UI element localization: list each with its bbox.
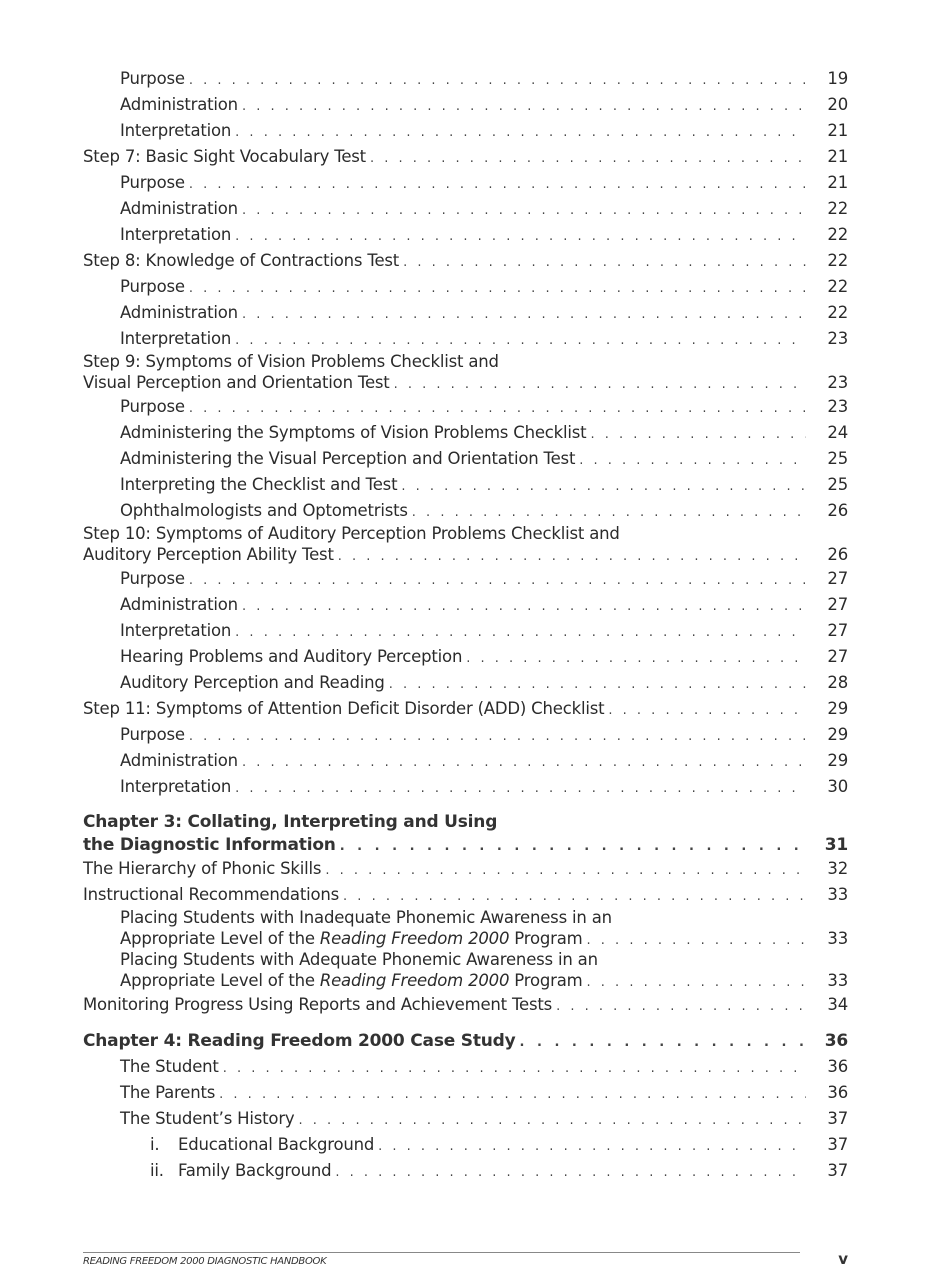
toc-entry	[150, 1158, 848, 1184]
dot-leader	[219, 1082, 806, 1108]
toc-entry-title-part: Appropriate Level of the	[120, 929, 320, 948]
toc-entry-title	[120, 1054, 223, 1080]
dot-leader	[189, 568, 806, 594]
toc-entry-title	[120, 472, 401, 498]
toc-entry-page: 22	[827, 225, 848, 244]
toc-entry-page: 31	[824, 835, 848, 855]
footer-title: READING FREEDOM 2000 DIAGNOSTIC HANDBOOK	[83, 1256, 327, 1267]
toc-entry	[120, 1080, 848, 1106]
toc-entry-page: 36	[824, 1031, 848, 1051]
toc-entry-page: 22	[827, 303, 848, 322]
toc-entry	[120, 1106, 848, 1132]
toc-entry	[83, 696, 848, 722]
toc-entry-text: Administration	[120, 199, 238, 218]
toc-entry-page: 23	[827, 397, 848, 416]
dot-leader	[412, 500, 806, 526]
toc-entry-title	[120, 222, 235, 248]
toc-entry-numeral: i.	[150, 1135, 160, 1154]
toc-entry-title	[83, 144, 370, 170]
toc-entry-text: Family Background	[178, 1161, 332, 1180]
toc-entry-title-line: Placing Students with Adequate Phonemic Awareness in an	[120, 950, 598, 969]
toc-entry-title	[83, 696, 608, 722]
toc-entry-title	[120, 92, 242, 118]
toc-entry-text: Step 11: Symptoms of Attention Deficit Disorder (ADD) Checklist	[83, 699, 605, 718]
toc-entry-text: Interpretation	[120, 777, 232, 796]
toc-entry-title	[120, 670, 389, 696]
toc-entry-page: 22	[827, 199, 848, 218]
toc-entry-page: 29	[827, 699, 848, 718]
toc-entry-text: Administration	[120, 595, 238, 614]
toc-entry-title	[120, 66, 189, 92]
toc-entry	[83, 248, 848, 274]
dot-leader	[587, 930, 806, 952]
toc-entry-page: 21	[827, 147, 848, 166]
dot-leader	[235, 224, 806, 250]
toc-entry-text: Interpretation	[120, 329, 232, 348]
dot-leader	[189, 172, 806, 198]
toc-entry-page: 23	[827, 373, 848, 392]
toc-entry-title	[83, 834, 340, 856]
toc-entry-title	[120, 446, 579, 472]
toc-entry	[120, 92, 848, 118]
toc-entry-title	[120, 774, 235, 800]
toc-entry-text: The Parents	[120, 1083, 216, 1102]
toc-chapter-entry	[83, 810, 848, 856]
toc-entry-text: Purpose	[120, 69, 185, 88]
toc-entry	[120, 908, 848, 950]
toc-entry	[120, 950, 848, 992]
toc-entry-text: Administration	[120, 751, 238, 770]
toc-entry-text: Interpretation	[120, 121, 232, 140]
toc-entry-page: 21	[827, 121, 848, 140]
dot-leader	[579, 448, 806, 474]
dot-leader	[235, 120, 806, 146]
toc-entry	[120, 394, 848, 420]
toc-entry	[120, 66, 848, 92]
toc-entry-text: Interpretation	[120, 225, 232, 244]
toc-entry	[150, 1132, 848, 1158]
dot-leader	[242, 94, 806, 120]
toc-entry-text: Monitoring Progress Using Reports and Achievement Tests	[83, 995, 553, 1014]
toc-entry-page: 29	[827, 725, 848, 744]
toc-entry-title	[120, 1106, 298, 1132]
toc-entry-page: 25	[827, 475, 848, 494]
toc-entry-title-line: Step 9: Symptoms of Vision Problems Checklist and	[83, 352, 499, 371]
toc-entry-title	[120, 644, 466, 670]
toc-entry-page: 37	[827, 1161, 848, 1180]
dot-leader	[389, 672, 806, 698]
toc-entry-text: Interpretation	[120, 621, 232, 640]
dot-leader	[378, 1134, 806, 1160]
toc-entry-text: Auditory Perception and Reading	[120, 673, 385, 692]
dot-leader	[189, 276, 806, 302]
toc-entry	[83, 352, 848, 394]
dot-leader	[235, 620, 806, 646]
toc-entry-page: 27	[827, 621, 848, 640]
toc-chapter-entry	[83, 1028, 848, 1054]
toc-entry	[83, 144, 848, 170]
toc-entry	[120, 1054, 848, 1080]
dot-leader	[608, 698, 806, 724]
dot-leader	[242, 594, 806, 620]
toc-entry	[120, 566, 848, 592]
toc-entry-title	[83, 372, 394, 394]
toc-entry-text: Purpose	[120, 173, 185, 192]
dot-leader	[520, 1030, 806, 1056]
dot-leader	[242, 302, 806, 328]
toc-entry-title	[120, 170, 189, 196]
toc-entry	[120, 618, 848, 644]
toc-entry-title	[120, 326, 235, 352]
toc-entry-page: 22	[827, 277, 848, 296]
toc-entry	[120, 472, 848, 498]
toc-entry-page: 24	[827, 423, 848, 442]
toc-entry	[120, 722, 848, 748]
dot-leader	[370, 146, 806, 172]
toc-entry	[120, 326, 848, 352]
toc-entry-page: 27	[827, 647, 848, 666]
toc-entry-page: 30	[827, 777, 848, 796]
toc-entry-text: Chapter 4: Reading Freedom 2000 Case Study	[83, 1031, 516, 1051]
toc-entry-numeral: ii.	[150, 1161, 164, 1180]
footer-page-number: v	[838, 1250, 848, 1268]
toc-entry	[120, 446, 848, 472]
toc-entry-text: Purpose	[120, 397, 185, 416]
toc-entry	[120, 774, 848, 800]
toc-entry-page: 25	[827, 449, 848, 468]
toc-entry-text: Purpose	[120, 569, 185, 588]
toc-entry-title	[120, 592, 242, 618]
toc-entry-text: Administration	[120, 303, 238, 322]
toc-entry-title	[83, 1028, 520, 1054]
toc-entry-title-part: Appropriate Level of the	[120, 971, 320, 990]
toc-entry-text: Step 8: Knowledge of Contractions Test	[83, 251, 400, 270]
toc-entry-title	[120, 1080, 219, 1106]
toc-entry-text: Hearing Problems and Auditory Perception	[120, 647, 463, 666]
dot-leader	[338, 546, 806, 568]
dot-leader	[325, 858, 806, 884]
toc-entry-text: The Hierarchy of Phonic Skills	[83, 859, 322, 878]
toc-entry	[120, 274, 848, 300]
toc-entry-title	[120, 300, 242, 326]
toc-entry-page: 34	[827, 995, 848, 1014]
dot-leader	[403, 250, 806, 276]
dot-leader	[235, 328, 806, 354]
toc-entry	[120, 748, 848, 774]
toc-entry-text: Administering the Visual Perception and Orientation Test	[120, 449, 576, 468]
toc-entry	[120, 644, 848, 670]
dot-leader	[556, 994, 806, 1020]
dot-leader	[394, 374, 806, 396]
toc-entry-text: Educational Background	[178, 1135, 375, 1154]
dot-leader	[401, 474, 806, 500]
toc-entry-page: 33	[827, 885, 848, 904]
table-of-contents	[0, 66, 930, 1184]
toc-entry-title	[120, 118, 235, 144]
dot-leader	[335, 1160, 806, 1186]
toc-entry-text: Purpose	[120, 277, 185, 296]
toc-entry-page: 22	[827, 251, 848, 270]
toc-entry	[120, 170, 848, 196]
toc-entry-title	[120, 970, 587, 992]
toc-entry-page: 27	[827, 595, 848, 614]
toc-entry-title	[120, 274, 189, 300]
toc-entry-text: The Student’s History	[120, 1109, 295, 1128]
toc-entry-page: 37	[827, 1135, 848, 1154]
toc-entry-text: Auditory Perception Ability Test	[83, 545, 334, 564]
toc-entry-page: 27	[827, 569, 848, 588]
toc-entry-page: 29	[827, 751, 848, 770]
toc-entry-title-part: Program	[509, 929, 583, 948]
toc-entry	[120, 300, 848, 326]
toc-entry	[120, 420, 848, 446]
toc-entry-page: 19	[827, 69, 848, 88]
toc-entry-page: 20	[827, 95, 848, 114]
toc-entry-text: The Student	[120, 1057, 219, 1076]
toc-entry-text: Administration	[120, 95, 238, 114]
toc-entry-text: Visual Perception and Orientation Test	[83, 373, 390, 392]
toc-entry	[120, 592, 848, 618]
toc-entry	[83, 524, 848, 566]
toc-entry	[83, 856, 848, 882]
toc-entry-title	[120, 394, 189, 420]
toc-entry-title	[120, 196, 242, 222]
toc-entry-text: Ophthalmologists and Optometrists	[120, 501, 408, 520]
toc-entry	[120, 670, 848, 696]
toc-entry	[120, 118, 848, 144]
toc-entry-title	[83, 248, 403, 274]
toc-entry-page: 26	[827, 501, 848, 520]
toc-entry-page: 36	[827, 1057, 848, 1076]
dot-leader	[340, 836, 806, 858]
toc-entry-text: Purpose	[120, 725, 185, 744]
toc-entry-page: 36	[827, 1083, 848, 1102]
toc-entry-title	[120, 748, 242, 774]
dot-leader	[189, 68, 806, 94]
toc-entry-page: 33	[827, 929, 848, 948]
toc-entry-page: 33	[827, 971, 848, 990]
dot-leader	[223, 1056, 806, 1082]
toc-entry-text: Instructional Recommendations	[83, 885, 340, 904]
dot-leader	[189, 724, 806, 750]
toc-entry-title-italic: Reading Freedom 2000	[319, 971, 510, 990]
toc-entry	[120, 498, 848, 524]
toc-entry	[120, 222, 848, 248]
toc-entry-page: 21	[827, 173, 848, 192]
toc-entry-page: 26	[827, 545, 848, 564]
dot-leader	[590, 422, 806, 448]
toc-entry	[120, 196, 848, 222]
toc-entry	[83, 882, 848, 908]
toc-entry-title-line: Chapter 3: Collating, Interpreting and Using	[83, 812, 498, 832]
toc-entry-text: the Diagnostic Information	[83, 835, 336, 855]
dot-leader	[189, 396, 806, 422]
toc-entry-page: 37	[827, 1109, 848, 1128]
toc-entry-title	[150, 1132, 378, 1158]
toc-entry-title	[83, 856, 325, 882]
toc-entry-title-line: Step 10: Symptoms of Auditory Perception Problems Checklist and	[83, 524, 620, 543]
toc-entry-text: Step 7: Basic Sight Vocabulary Test	[83, 147, 366, 166]
dot-leader	[466, 646, 806, 672]
dot-leader	[242, 198, 806, 224]
toc-entry-title	[120, 722, 189, 748]
toc-entry-title-line: Placing Students with Inadequate Phonemic Awareness in an	[120, 908, 612, 927]
dot-leader	[298, 1108, 806, 1134]
toc-entry-title	[120, 618, 235, 644]
toc-entry-title	[83, 882, 343, 908]
toc-entry-title	[83, 544, 338, 566]
footer-divider	[83, 1252, 800, 1253]
toc-entry-page: 23	[827, 329, 848, 348]
toc-entry	[83, 992, 848, 1018]
toc-entry-page: 28	[827, 673, 848, 692]
toc-entry-title-part: Program	[509, 971, 583, 990]
toc-entry-title	[120, 928, 587, 950]
dot-leader	[235, 776, 806, 802]
toc-entry-title	[120, 566, 189, 592]
toc-entry-text: Interpreting the Checklist and Test	[120, 475, 398, 494]
toc-entry-title-italic: Reading Freedom 2000	[319, 929, 510, 948]
dot-leader	[343, 884, 806, 910]
toc-entry-title	[83, 992, 556, 1018]
toc-entry-text: Administering the Symptoms of Vision Problems Checklist	[120, 423, 587, 442]
dot-leader	[242, 750, 806, 776]
toc-entry-title	[150, 1158, 335, 1184]
toc-entry-page: 32	[827, 859, 848, 878]
toc-entry-title	[120, 420, 590, 446]
toc-entry-title	[120, 498, 412, 524]
dot-leader	[587, 972, 806, 994]
